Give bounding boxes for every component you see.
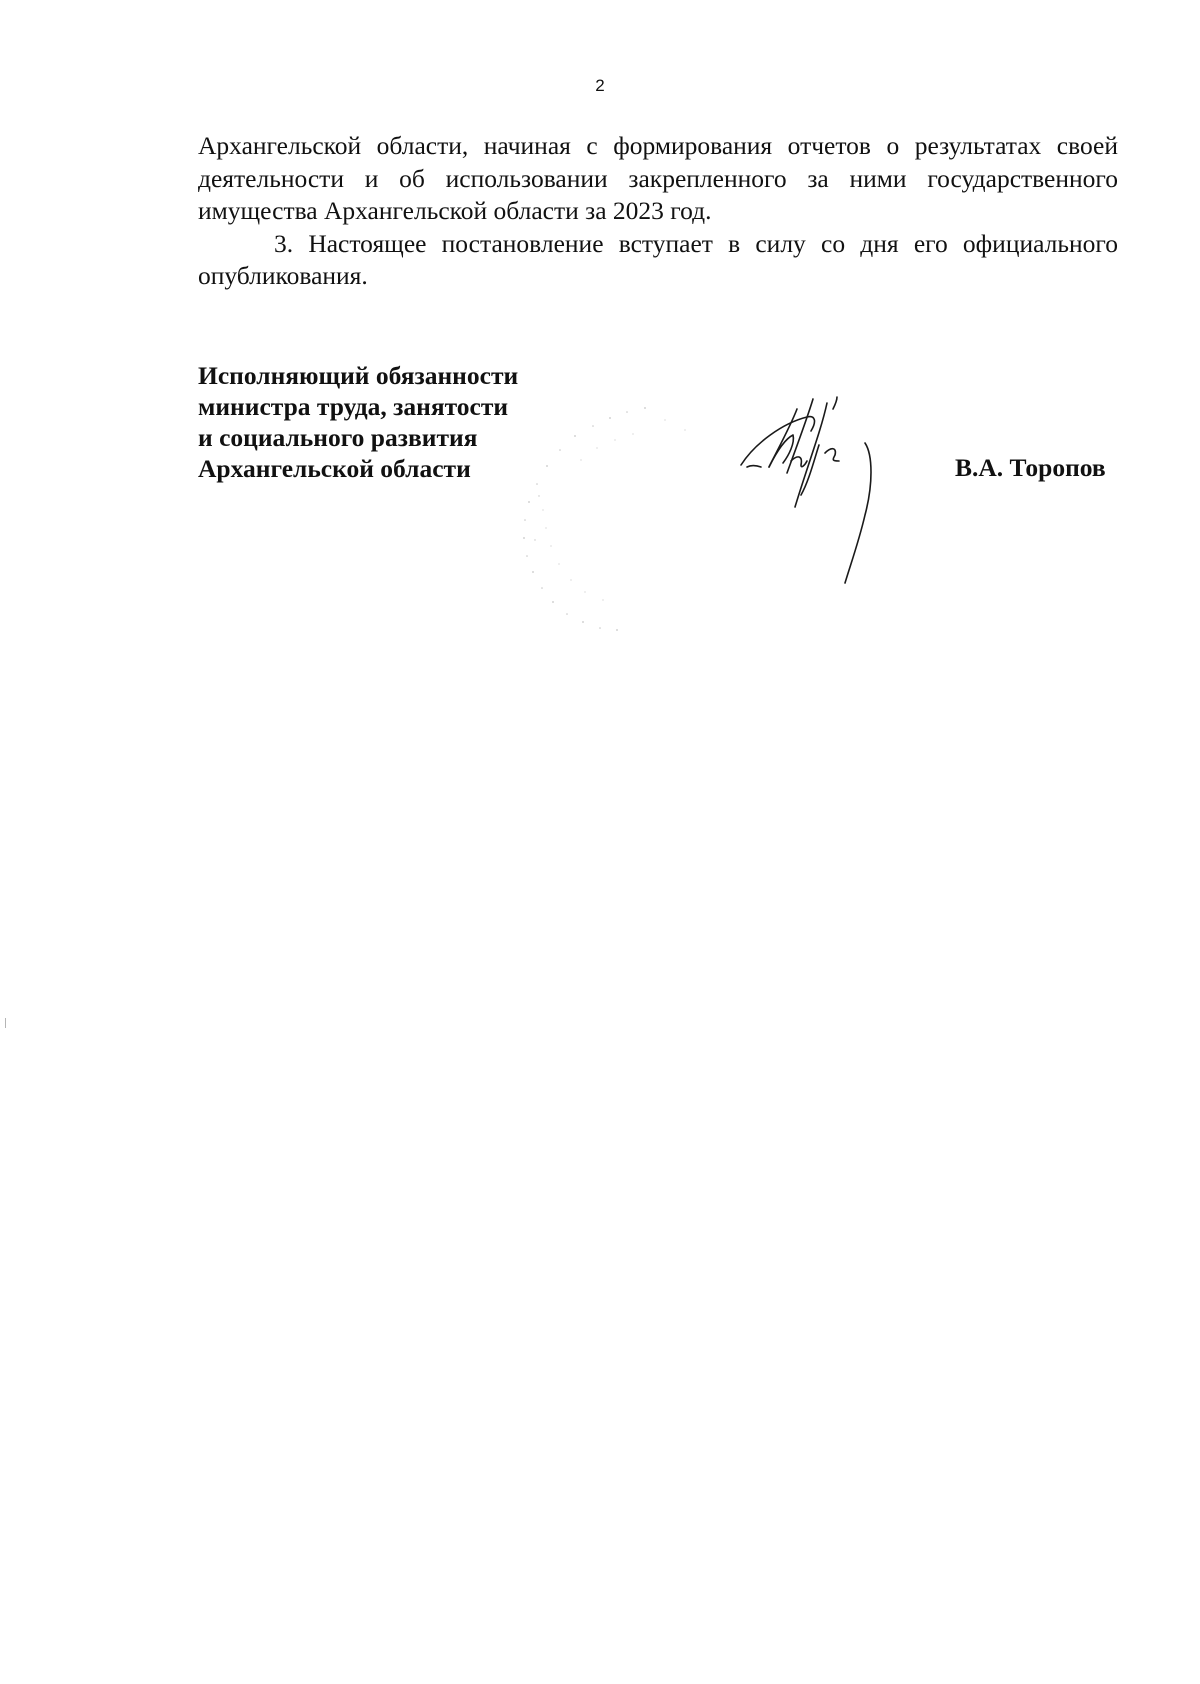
page-number: 2 bbox=[595, 76, 605, 95]
paragraph-3: 3. Настоящее постановление вступает в силу со дня его официального опубликования. bbox=[198, 228, 1118, 290]
signatory-title-line: и социального развития bbox=[198, 423, 478, 452]
signatory-name: В.А. Торопов bbox=[955, 453, 1106, 482]
signatory-title-line: Архангельской области bbox=[198, 454, 471, 483]
handwritten-signature bbox=[735, 395, 905, 625]
document-body bbox=[198, 130, 1118, 293]
scan-artifact bbox=[4, 1018, 7, 1028]
signatory-title-line: Исполняющий обязанности bbox=[198, 361, 519, 390]
paragraph-continuation: Архангельской области, начиная с формирования отчетов о результатах своей деятельности и об использовании закрепленного за ними государственного имущества Архангельской области за 2023 год. bbox=[198, 131, 1118, 225]
signatory-title-line: министра труда, занятости bbox=[198, 392, 509, 421]
faded-stamp-trace bbox=[515, 400, 735, 660]
